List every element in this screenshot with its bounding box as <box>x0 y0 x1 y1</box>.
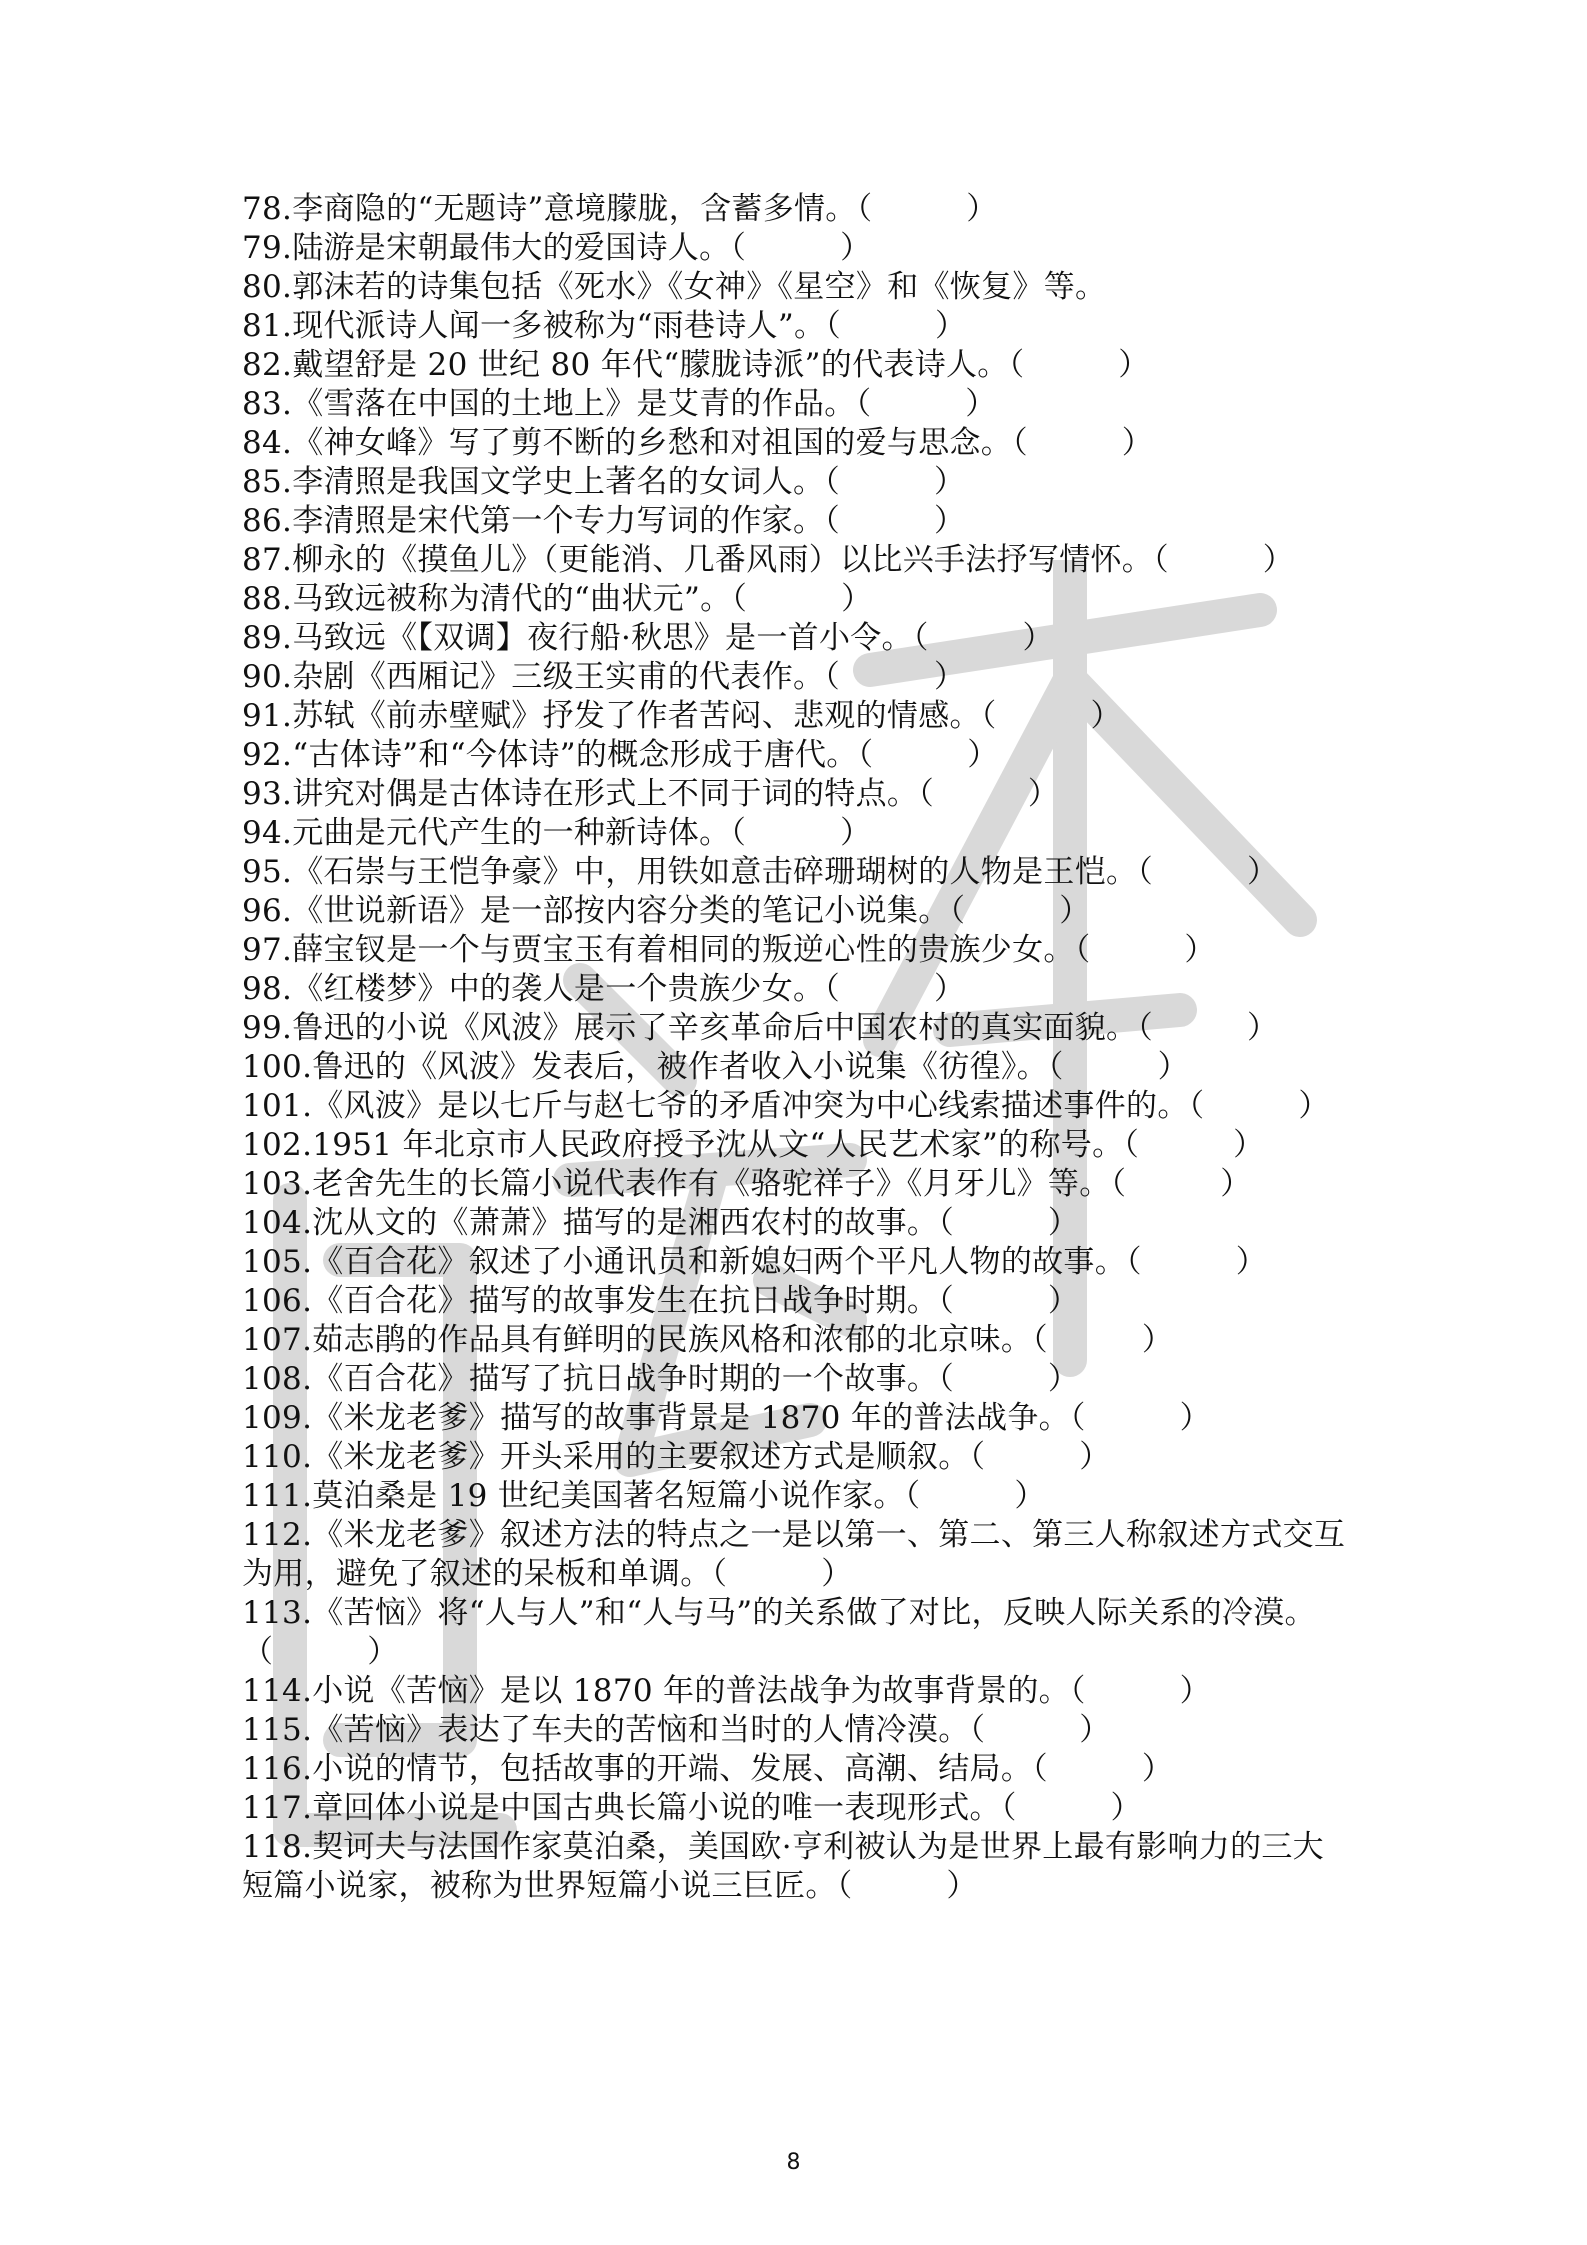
question-text: 薛宝钗是一个与贾宝玉有着相同的叛逆心性的贵族少女。（ ） <box>292 932 1216 968</box>
question-number: 108. <box>242 1361 313 1397</box>
question-list <box>242 190 1362 1906</box>
question-text: 《风波》是以七斤与赵七爷的矛盾冲突为中心线索描述事件的。（ ） <box>312 1088 1330 1124</box>
question-number: 95. <box>242 854 293 890</box>
list-item <box>242 1165 1362 1204</box>
list-item <box>242 970 1362 1009</box>
question-text: 李商隐的“无题诗”意境朦胧，含蓄多情。（ ） <box>292 191 998 227</box>
question-number: 88. <box>242 581 293 617</box>
question-text: 戴望舒是 20 世纪 80 年代“朦胧诗派”的代表诗人。（ ） <box>292 347 1150 383</box>
page-number: 8 <box>786 2150 801 2175</box>
question-text: “古体诗”和“今体诗”的概念形成于唐代。（ ） <box>292 737 999 773</box>
list-item <box>242 1789 1362 1828</box>
question-text: 李清照是我国文学史上著名的女词人。（ ） <box>292 464 966 500</box>
question-text: 李清照是宋代第一个专力写词的作家。（ ） <box>292 503 966 539</box>
list-item <box>242 1477 1362 1516</box>
list-item <box>242 346 1362 385</box>
question-text: 契诃夫与法国作家莫泊桑，美国欧·亨利被认为是世界上最有影响力的三大 <box>312 1829 1324 1865</box>
question-text: 苏轼《前赤壁赋》抒发了作者苦闷、悲观的情感。（ ） <box>292 698 1122 734</box>
question-number: 100. <box>242 1049 313 1085</box>
question-number: 84. <box>242 425 293 461</box>
question-text: 《米龙老爹》描写的故事背景是 1870 年的普法战争。（ ） <box>312 1400 1211 1436</box>
question-text: 章回体小说是中国古典长篇小说的唯一表现形式。（ ） <box>312 1790 1142 1826</box>
question-text: 杂剧《西厢记》三级王实甫的代表作。（ ） <box>292 659 966 695</box>
list-item <box>242 502 1362 541</box>
question-number: 87. <box>242 542 293 578</box>
question-text: 《石崇与王恺争豪》中，用铁如意击碎珊瑚树的人物是王恺。（ ） <box>292 854 1279 890</box>
list-item <box>242 931 1362 970</box>
question-number: 103. <box>242 1166 313 1202</box>
question-number: 82. <box>242 347 293 383</box>
question-text-continued: 短篇小说家，被称为世界短篇小说三巨匠。（ ） <box>242 1868 978 1904</box>
question-text: 讲究对偶是古体诗在形式上不同于词的特点。（ ） <box>292 776 1060 812</box>
list-item <box>242 1672 1362 1711</box>
list-item <box>242 463 1362 502</box>
list-item-continuation <box>242 1867 1362 1906</box>
list-item <box>242 1750 1362 1789</box>
question-text: 1951 年北京市人民政府授予沈从文“人民艺术家”的称号。（ ） <box>312 1127 1265 1163</box>
question-text: 《神女峰》写了剪不断的乡愁和对祖国的爱与思念。（ ） <box>292 425 1154 461</box>
list-item <box>242 1243 1362 1282</box>
question-text: 现代派诗人闻一多被称为“雨巷诗人”。（ ） <box>292 308 967 344</box>
list-item-continuation <box>242 1555 1362 1594</box>
question-text: 《百合花》描写的故事发生在抗日战争时期。（ ） <box>312 1283 1080 1319</box>
question-text: 《百合花》叙述了小通讯员和新媳妇两个平凡人物的故事。（ ） <box>312 1244 1268 1280</box>
list-item <box>242 1204 1362 1243</box>
question-text: 陆游是宋朝最伟大的爱国诗人。（ ） <box>292 230 872 266</box>
list-item <box>242 619 1362 658</box>
question-text: 鲁迅的小说《风波》展示了辛亥革命后中国农村的真实面貌。（ ） <box>292 1010 1279 1046</box>
question-number: 78. <box>242 191 293 227</box>
list-item <box>242 853 1362 892</box>
question-number: 93. <box>242 776 293 812</box>
list-item-continuation <box>242 1633 1362 1672</box>
question-number: 90. <box>242 659 293 695</box>
question-text: 茹志鹃的作品具有鲜明的民族风格和浓郁的北京味。（ ） <box>312 1322 1174 1358</box>
question-number: 115. <box>242 1712 313 1748</box>
question-number: 116. <box>242 1751 313 1787</box>
question-number: 96. <box>242 893 293 929</box>
list-item <box>242 1048 1362 1087</box>
list-item <box>242 1438 1362 1477</box>
question-number: 104. <box>242 1205 313 1241</box>
list-item <box>242 775 1362 814</box>
list-item <box>242 424 1362 463</box>
question-text: 马致远被称为清代的“曲状元”。（ ） <box>292 581 873 617</box>
question-number: 106. <box>242 1283 313 1319</box>
question-number: 114. <box>242 1673 313 1709</box>
list-item <box>242 697 1362 736</box>
list-item <box>242 892 1362 931</box>
question-text: 老舍先生的长篇小说代表作有《骆驼祥子》《月牙儿》等。（ ） <box>312 1166 1252 1202</box>
question-text: 《世说新语》是一部按内容分类的笔记小说集。（ ） <box>292 893 1091 929</box>
question-number: 81. <box>242 308 293 344</box>
question-number: 94. <box>242 815 293 851</box>
question-number: 92. <box>242 737 293 773</box>
question-number: 118. <box>242 1829 313 1865</box>
question-number: 99. <box>242 1010 293 1046</box>
list-item <box>242 190 1362 229</box>
question-text-continued: （ ） <box>242 1634 399 1670</box>
question-text: 郭沫若的诗集包括《死水》《女神》《星空》和《恢复》等。 <box>292 269 1107 305</box>
question-number: 117. <box>242 1790 313 1826</box>
question-number: 111. <box>242 1478 313 1514</box>
list-item <box>242 229 1362 268</box>
question-text: 《雪落在中国的土地上》是艾青的作品。（ ） <box>292 386 997 422</box>
question-number: 86. <box>242 503 293 539</box>
list-item <box>242 307 1362 346</box>
list-item <box>242 1594 1362 1633</box>
question-number: 105. <box>242 1244 313 1280</box>
question-text: 沈从文的《萧萧》描写的是湘西农村的故事。（ ） <box>312 1205 1080 1241</box>
question-number: 112. <box>242 1517 313 1553</box>
list-item <box>242 1399 1362 1438</box>
list-item <box>242 1360 1362 1399</box>
list-item <box>242 268 1362 307</box>
list-item <box>242 736 1362 775</box>
question-text: 《红楼梦》中的袭人是一个贵族少女。（ ） <box>292 971 966 1007</box>
list-item <box>242 658 1362 697</box>
question-number: 109. <box>242 1400 313 1436</box>
question-number: 98. <box>242 971 293 1007</box>
question-text: 《苦恼》将“人与人”和“人与马”的关系做了对比，反映人际关系的冷漠。 <box>312 1595 1316 1631</box>
list-item <box>242 1516 1362 1555</box>
question-number: 80. <box>242 269 293 305</box>
question-number: 113. <box>242 1595 313 1631</box>
question-text: 元曲是元代产生的一种新诗体。（ ） <box>292 815 872 851</box>
list-item <box>242 1009 1362 1048</box>
question-text: 莫泊桑是 19 世纪美国著名短篇小说作家。（ ） <box>312 1478 1046 1514</box>
question-number: 101. <box>242 1088 313 1124</box>
question-text: 《苦恼》表达了车夫的苦恼和当时的人情冷漠。（ ） <box>312 1712 1111 1748</box>
list-item <box>242 1321 1362 1360</box>
list-item <box>242 1087 1362 1126</box>
question-text: 《百合花》描写了抗日战争时期的一个故事。（ ） <box>312 1361 1080 1397</box>
question-text: 鲁迅的《风波》发表后，被作者收入小说集《彷徨》。（ ） <box>312 1049 1189 1085</box>
question-number: 83. <box>242 386 293 422</box>
question-number: 107. <box>242 1322 313 1358</box>
list-item <box>242 541 1362 580</box>
question-text: 小说的情节，包括故事的开端、发展、高潮、结局。（ ） <box>312 1751 1174 1787</box>
question-number: 85. <box>242 464 293 500</box>
question-number: 79. <box>242 230 293 266</box>
question-text: 《米龙老爹》叙述方法的特点之一是以第一、第二、第三人称叙述方式交互 <box>312 1517 1346 1553</box>
question-text: 马致远《【双调】夜行船·秋思》是一首小令。（ ） <box>292 620 1054 656</box>
list-item <box>242 1828 1362 1867</box>
list-item <box>242 580 1362 619</box>
list-item <box>242 1282 1362 1321</box>
list-item <box>242 814 1362 853</box>
question-text-continued: 为用，避免了叙述的呆板和单调。（ ） <box>242 1556 853 1592</box>
list-item <box>242 1126 1362 1165</box>
question-number: 91. <box>242 698 293 734</box>
question-number: 97. <box>242 932 293 968</box>
question-text: 《米龙老爹》开头采用的主要叙述方式是顺叙。（ ） <box>312 1439 1111 1475</box>
question-number: 110. <box>242 1439 313 1475</box>
question-text: 柳永的《摸鱼儿》（更能消、几番风雨）以比兴手法抒写情怀。（ ） <box>292 542 1295 578</box>
question-number: 89. <box>242 620 293 656</box>
list-item <box>242 1711 1362 1750</box>
list-item <box>242 385 1362 424</box>
question-text: 小说《苦恼》是以 1870 年的普法战争为故事背景的。（ ） <box>312 1673 1211 1709</box>
question-number: 102. <box>242 1127 313 1163</box>
